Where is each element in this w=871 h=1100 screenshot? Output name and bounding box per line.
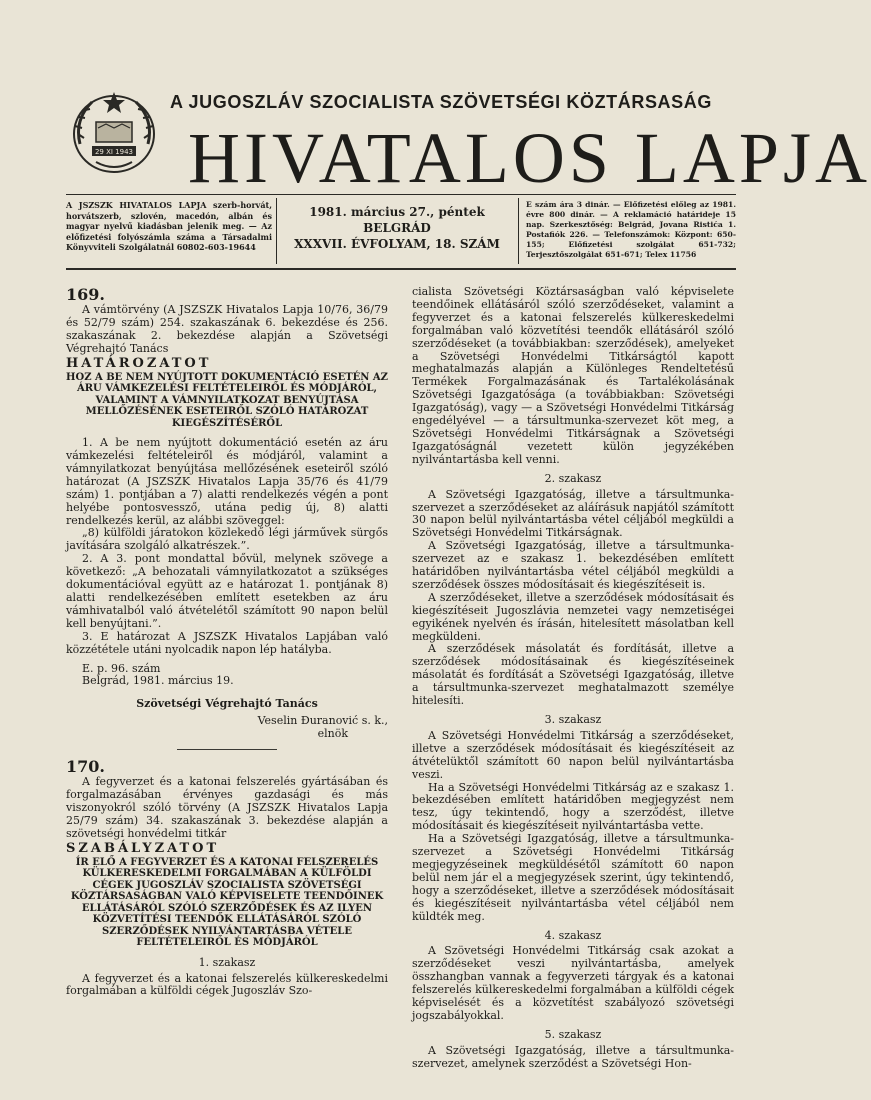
section-label: 4. szakasz (544, 928, 602, 942)
paragraph: A Szövetségi Honvédelmi Titkárság a szerződéseket, illetve a szerződések módosításait és kiegészítéseit az átvételüktől számított 60 napon belül nyilvántartásba veszi. (412, 728, 734, 781)
paragraph: A vámtörvény (A JSZSZK Hivatalos Lapja 10/76, 36/79 és 52/79 szám) 254. szakaszának 6. bekezdése és 256. szakaszának 2. bekezdése alapján a Szövetségi Végrehajtó Tanács (66, 303, 388, 355)
decision-title: HOZ A BE NEM NYÚJTOTT DOKUMENTÁCIÓ ESETÉN AZ ÁRU VÁMKEZELÉSI FELTÉTELEIRŐL ÉS MÓDJÁRÓL, VALAMINT A VÁMNYILATKOZAT BENYÚJTÁSA MELLŐZÉSÉNEK ESETEIRŐL SZÓLÓ HATÁROZAT KIEGÉSZÍTÉSÉRŐL (66, 371, 388, 429)
signer-organization: Szövetségi Végrehajtó Tanács (136, 697, 318, 711)
issue-date: 1981. március 27., péntek (309, 205, 485, 219)
paragraph: 1. A be nem nyújtott dokumentáció esetén az áru vámkezelési feltételeiről és módjáról, valamint a vámnyilatkozat benyújtása mellőzésének eseteiről szóló határozat (A JSZSZK Hivatalos Lapja 35/76 és 41/79 szám) 1. pontjában a 7) alatti rendelkezés végén a pont helyébe pontosvessző, utána pedig új, 8) alatti rendelkezés kerül, az alábbi szöveggel: (66, 436, 388, 527)
signer-name: Veselin Đuranović s. k., (257, 714, 388, 728)
paragraph: A szerződéseket, illetve a szerződések módosításait és kiegészítéseit Jugoszlávia nemzetei vagy nemzetiségei egyikének nyelvén és írásán, hitelesített másolatban kell megküldeni. (412, 590, 734, 643)
issue-info (282, 204, 512, 252)
paragraph: „8) külföldi járatokon közlekedő légi járművek sürgős javítására szolgáló alkatrészek.”. (66, 526, 388, 553)
item-number-170: 170. (66, 757, 105, 777)
regulation-heading: SZABÁLYZATOT (66, 840, 220, 856)
band-top-rule (66, 194, 736, 195)
item-number-169: 169. (66, 285, 105, 304)
issue-volume: XXXVII. ÉVFOLYAM, 18. SZÁM (294, 237, 500, 251)
band-separator (276, 198, 277, 264)
signer-title: elnök (317, 727, 348, 741)
price-contact-info: E szám ára 3 dinár. — Előfizetési előleg az 1981. évre 800 dinár. — A reklamáció határideje 15 nap. Szerkesztőség: Belgrád, Jovana Ristića 1. Postafiók 226. — Telefonszámok: Központ: 650-155; Előfizetési szolgálat 651-732; Terjesztőszolgálat 651-671; Telex 11756 (526, 200, 736, 259)
emblem-date: 29 XI 1943 (94, 148, 134, 156)
paragraph: A fegyverzet és a katonai felszerelés gyártásában és forgalmazásában érvényes gazdasági és más viszonyokról szóló törvény (A JSZSZK Hivatalos Lapja 25/79 szám) 34. szakaszának 3. bekezdése alapján a szövetségi honvédelmi titkár (66, 775, 388, 840)
paragraph: A Szövetségi Honvédelmi Titkárság csak azokat a szerződéseket veszi nyilvántartásba, amelyek összhangban vannak a fegyverzeti tárgyak és a katonai felszerelés külkereskedelmi forgalmában a külföldi cégek képviselését és a közvetítést szabályozó szövetségi jogszabályokkal. (412, 944, 734, 1022)
reference-number: E. p. 96. szám (82, 661, 161, 675)
section-label: 1. szakasz (198, 955, 256, 969)
place-date: Belgrád, 1981. március 19. (82, 674, 234, 688)
paragraph: Ha a Szövetségi Honvédelmi Titkárság az e szakasz 1. bekezdésében említett határidőben megjegyzést nem tesz, úgy tekintendő, hogy a szerződést, illetve módosításait és kiegészítéseit nyilvántartásba vette. (412, 780, 734, 833)
paragraph: A szerződések másolatát és fordítását, illetve a szerződések módosításainak és kiegészítéseinek másolatát és fordítását a Szövetségi Igazgatóság, illetve a társultmunka-szervezet meghatalmazott személye hitelesíti. (412, 642, 734, 708)
right-column (412, 286, 734, 1071)
paragraph: A Szövetségi Igazgatóság, illetve a társultmunka-szervezet a szerződéseket az aláírásuk napjától számított 30 napon belül nyilvántartásba vétel céljából megküldi a Szövetségi Honvédelmi Titkárságnak. (412, 487, 734, 540)
publication-note: A JSZSZK HIVATALOS LAPJA szerb-horvát, horvátszerb, szlovén, macedón, albán és magyar nyelvű kiadásban jelenik meg. — Az előfizetési folyószámla száma a Társadalmi Könyvviteli Szolgálatnál 60802-603-19644 (66, 200, 272, 252)
paragraph: A Szövetségi Igazgatóság, illetve a társultmunka-szervezet, amelynek szerződést a Szövetségi Hon- (412, 1043, 734, 1070)
band-separator (518, 198, 519, 264)
issue-place: BELGRÁD (363, 221, 431, 235)
section-divider (177, 749, 277, 750)
paragraph: 3. E határozat A JSZSZK Hivatalos Lapjában való közzététele utáni nyolcadik napon lép hatályba. (66, 629, 388, 656)
decision-heading: HATÁROZATOT (66, 355, 212, 371)
paragraph: Ha a Szövetségi Igazgatóság, illetve a társultmunka-szervezet a Szövetségi Honvédelmi Titkárság megjegyzéseinek megküldésétől számított 60 napon belül nem jár el a megjegyzések szerint, úgy tekintendő, hogy a szerződéseket, illetve a szerződések módosításait és kiegészítéseit nyilvántartásba vétel céljából nem küldték meg. (412, 832, 734, 923)
republic-name: A JUGOSZLÁV SZOCIALISTA SZÖVETSÉGI KÖZTÁRSASÁG (170, 92, 712, 112)
band-bottom-rule (66, 268, 736, 270)
paragraph: A Szövetségi Igazgatóság, illetve a társultmunka-szervezet az e szakasz 1. bekezdésében említett határidőben nyilvántartásba vétel céljából megküldi a szerződések összes módosításait és kiegészítéseit is. (412, 539, 734, 591)
section-label: 2. szakasz (544, 471, 602, 485)
regulation-title: ÍR ELŐ A FEGYVERZET ÉS A KATONAI FELSZERELÉS KÜLKERESKEDELMI FORGALMÁBAN A KÜLFÖLDI CÉGEK JUGOSZLÁV SZOCIALISTA SZÖVETSÉGI KÖZTÁRSASÁGBAN VALÓ KÉPVISELETE TEENDŐINEK ELLÁTÁSÁRÓL SZÓLÓ SZERZŐDÉSEK ÉS AZ ILYEN KÖZVETÍTÉSI TEENDŐK ELLÁTÁSÁRÓL SZÓLÓ SZERZŐDÉSEK NYILVÁNTARTÁSBA VÉTELE FELTÉTELEIRŐL ÉS MÓDJÁRÓL (70, 856, 384, 949)
paragraph: 2. A 3. pont mondattal bővül, melynek szövege a következő: „A behozatali vámnyilatkozatot a szükséges dokumentációval együtt az e határozat 1. pontjának 8) alatti rendelkezésében említett esetekben az áru vámhivatalból való átvételétől számított 90 napon belül kell benyújtani.”. (66, 552, 388, 630)
left-column (66, 286, 388, 998)
section-label: 5. szakasz (544, 1027, 602, 1041)
paragraph: A fegyverzet és a katonai felszerelés külkereskedelmi forgalmában a külföldi cégek Jugoszláv Szo- (66, 971, 388, 998)
paragraph: cialista Szövetségi Köztársaságban való képviselete teendőinek ellátásáról szóló szerződéseket, valamint a fegyverzet és a katonai felszerelés külkereskedelmi forgalmában való közvetítési teendők ellátásáról szóló szerződéseket (a továbbiakban: szerződések), amelyeket a Szövetségi Honvédelmi Titkárságtól kapott meghatalmazás alapján a Különleges Rendeltetésű Termékek Forgalmazásának és Tartalékolásának Szövetségi Igazgatósága (a továbbiakban: Szövetségi Igazgatóság), vagy — a Szövetségi Honvédelmi Titkárság engedélyével — a társultmunka-szervezet köt meg, a Szövetségi Honvédelmi Titkárságnak a Szövetségi Igazgatóságnál vezetett külön jegyzékében nyilvántartásba kell venni. (412, 285, 734, 466)
gazette-title: HIVATALOS LAPJA (188, 118, 871, 198)
section-label: 3. szakasz (544, 713, 602, 726)
state-emblem-icon (66, 84, 162, 180)
